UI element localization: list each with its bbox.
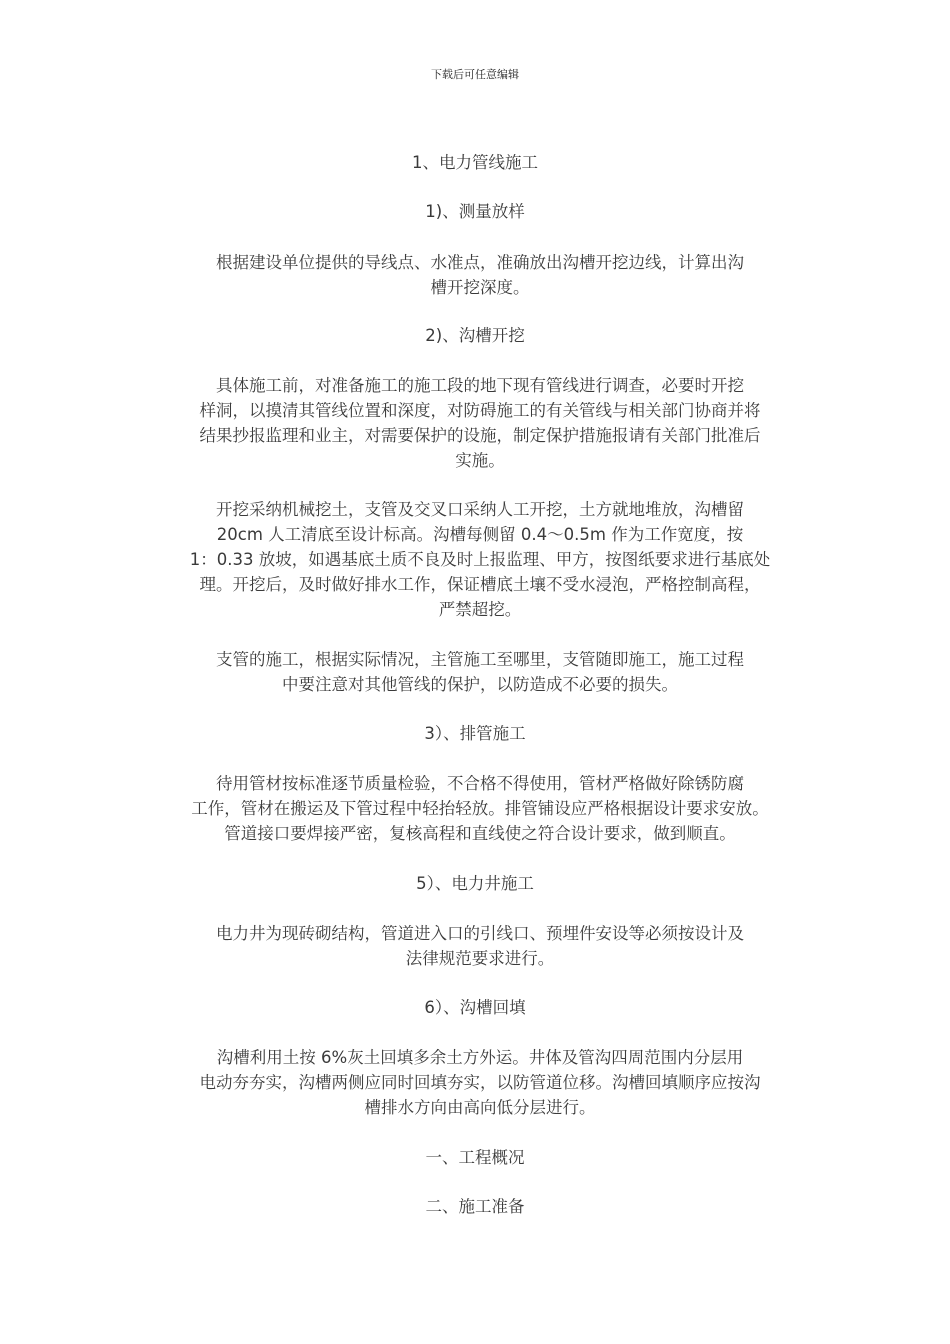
section-heading-pipe-laying: 3）、排管施工 bbox=[424, 724, 526, 743]
paragraph-line: 工作，管材在搬运及下管过程中轻抬轻放。排管铺设应严格根据设计要求安放。 bbox=[191, 799, 769, 818]
paragraph-pipe-laying bbox=[148, 771, 812, 846]
paragraph-backfill bbox=[148, 1045, 812, 1120]
paragraph-line: 样洞，以摸清其管线位置和深度，对防碍施工的有关管线与相关部门协商并将 bbox=[199, 401, 761, 420]
paragraph-investigation bbox=[148, 373, 812, 473]
paragraph-line: 沟槽利用土按 6%灰土回填多余土方外运。井体及管沟四周范围内分层用 bbox=[216, 1048, 744, 1067]
paragraph-branch-pipe bbox=[148, 647, 812, 697]
paragraph-line: 1：0.33 放坡，如遇基底土质不良及时上报监理、甲方，按图纸要求进行基底处 bbox=[189, 550, 771, 569]
paragraph-line: 管道接口要焊接严密，复核高程和直线使之符合设计要求，做到顺直。 bbox=[224, 824, 736, 843]
paragraph-line: 根据建设单位提供的导线点、水准点，准确放出沟槽开挖边线，计算出沟 bbox=[216, 253, 744, 272]
section-heading-project-overview: 一、工程概况 bbox=[425, 1148, 525, 1167]
paragraph-line: 实施。 bbox=[455, 451, 505, 470]
paragraph-line: 开挖采纳机械挖土，支管及交叉口采纳人工开挖，土方就地堆放，沟槽留 bbox=[216, 500, 744, 519]
paragraph-line: 严禁超挖。 bbox=[438, 600, 522, 619]
section-heading-backfill: 6）、沟槽回填 bbox=[424, 998, 526, 1017]
paragraph-line: 槽排水方向由高向低分层进行。 bbox=[364, 1098, 596, 1117]
paragraph-power-well bbox=[148, 921, 812, 971]
paragraph-line: 待用管材按标准逐节质量检验，不合格不得使用，管材严格做好除锈防腐 bbox=[216, 774, 744, 793]
section-heading-power-well: 5）、电力井施工 bbox=[416, 874, 534, 893]
paragraph-line: 中要注意对其他管线的保护，以防造成不必要的损失。 bbox=[282, 675, 678, 694]
paragraph-line: 槽开挖深度。 bbox=[430, 278, 530, 297]
section-heading-survey: 1)、测量放样 bbox=[425, 202, 525, 221]
section-heading-construction-preparation: 二、施工准备 bbox=[425, 1197, 525, 1216]
section-heading-power-pipeline: 1、电力管线施工 bbox=[412, 153, 538, 172]
paragraph-line: 电动夯夯实，沟槽两侧应同时回填夯实，以防管道位移。沟槽回填顺序应按沟 bbox=[199, 1073, 761, 1092]
paragraph-line: 支管的施工，根据实际情况，主管施工至哪里，支管随即施工，施工过程 bbox=[216, 650, 744, 669]
section-heading-trench-excavation: 2)、沟槽开挖 bbox=[425, 326, 525, 345]
paragraph-line: 法律规范要求进行。 bbox=[405, 949, 555, 968]
paragraph-survey bbox=[148, 250, 812, 300]
paragraph-excavation-method bbox=[148, 497, 812, 622]
paragraph-line: 电力井为现砖砌结构，管道进入口的引线口、预埋件安设等必须按设计及 bbox=[216, 924, 744, 943]
paragraph-line: 具体施工前，对准备施工的施工段的地下现有管线进行调查，必要时开挖 bbox=[216, 376, 744, 395]
paragraph-line: 结果抄报监理和业主，对需要保护的设施，制定保护措施报请有关部门批准后 bbox=[199, 426, 761, 445]
paragraph-line: 理。开挖后，及时做好排水工作，保证槽底土壤不受水浸泡，严格控制高程， bbox=[199, 575, 761, 594]
paragraph-line: 20cm 人工清底至设计标高。沟槽每侧留 0.4～0.5m 作为工作宽度，按 bbox=[216, 525, 744, 544]
page-header-note: 下载后可任意编辑 bbox=[431, 68, 519, 81]
